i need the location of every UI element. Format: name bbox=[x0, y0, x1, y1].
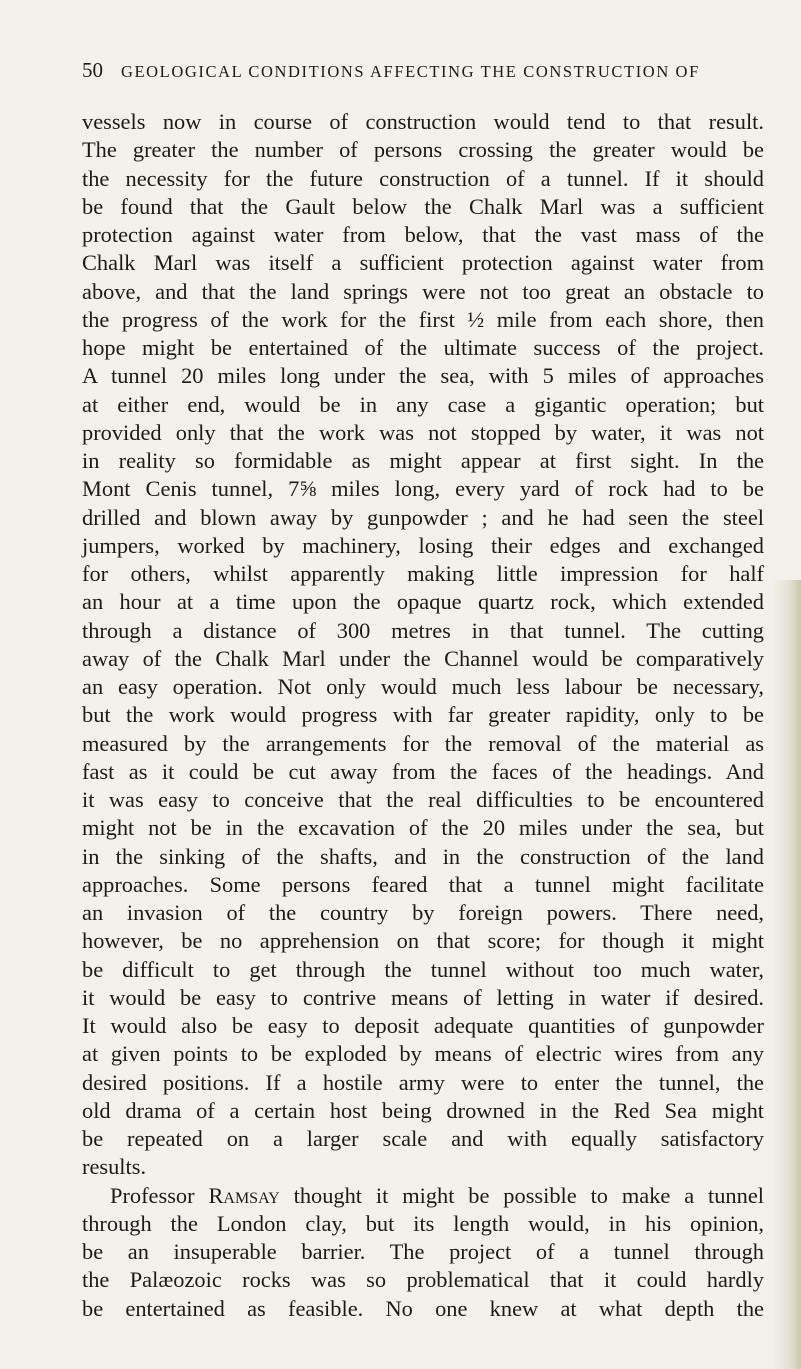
text-line: approaches. Some persons feared that a tunnel might facilitate bbox=[82, 871, 764, 897]
text-line: might not be in the excavation of the 20 miles under the sea, but bbox=[82, 815, 764, 841]
text-line: Mont Cenis tunnel, 7⅝ miles long, every yard of rock had to be bbox=[82, 476, 764, 502]
text-line bbox=[82, 1182, 764, 1210]
text-line: old drama of a certain host being drowned in the Red Sea might bbox=[82, 1097, 764, 1123]
text-line: it was easy to conceive that the real difficulties to be encountered bbox=[82, 787, 764, 812]
text-line: at either end, would be in any case a gigantic operation; but bbox=[82, 391, 764, 417]
text-line: desired positions. If a hostile army were to enter the tunnel, the bbox=[82, 1069, 764, 1095]
text-line: in reality so formidable as might appear at first sight. In the bbox=[82, 448, 764, 473]
text-line: The greater the number of persons crossing the greater would be bbox=[82, 137, 764, 163]
text-line: it would be easy to contrive means of letting in water if desired. bbox=[82, 984, 764, 1010]
text-line: an easy operation. Not only would much less labour be necessary, bbox=[82, 674, 764, 699]
text-line: the Palæozoic rocks was so problematical that it could hardly bbox=[82, 1267, 764, 1293]
text-line: but the work would progress with far greater rapidity, only to be bbox=[82, 702, 764, 728]
text-line: be found that the Gault below the Chalk Marl was a sufficient bbox=[82, 193, 764, 219]
text-line: measured by the arrangements for the removal of the material as bbox=[82, 730, 764, 756]
text-line: an invasion of the country by foreign powers. There need, bbox=[82, 900, 764, 925]
running-header bbox=[82, 58, 762, 86]
text-fragment: Professor bbox=[110, 1182, 195, 1208]
text-line: be difficult to get through the tunnel without too much water, bbox=[82, 956, 764, 982]
text-line: be an insuperable barrier. The project of a tunnel through bbox=[82, 1239, 764, 1264]
text-line: results. bbox=[82, 1154, 147, 1180]
text-line: hope might be entertained of the ultimate success of the project. bbox=[82, 335, 764, 360]
text-fragment: thought it might be possible to make a tunnel bbox=[293, 1182, 764, 1208]
text-line: for others, whilst apparently making little impression for half bbox=[82, 561, 764, 586]
text-line: at given points to be exploded by means of electric wires from any bbox=[82, 1041, 764, 1067]
text-line: protection against water from below, that the vast mass of the bbox=[82, 222, 764, 247]
paragraph-2 bbox=[82, 1182, 764, 1323]
text-line: the necessity for the future construction of a tunnel. If it should bbox=[82, 165, 764, 191]
running-title: GEOLOGICAL CONDITIONS AFFECTING THE CONSTRUCTION OF bbox=[120, 62, 700, 81]
text-line: the progress of the work for the first ½ mile from each shore, then bbox=[82, 306, 764, 332]
text-line: Chalk Marl was itself a sufficient protection against water from bbox=[82, 250, 764, 276]
text-line: fast as it could be cut away from the faces of the headings. And bbox=[82, 758, 764, 784]
text-line: vessels now in course of construction would tend to that result. bbox=[82, 109, 764, 134]
text-line: jumpers, worked by machinery, losing their edges and exchanged bbox=[82, 532, 764, 558]
text-line: be entertained as feasible. No one knew at what depth the bbox=[82, 1295, 764, 1321]
text-line: above, and that the land springs were not too great an obstacle to bbox=[82, 278, 764, 304]
body-text bbox=[82, 108, 764, 1323]
text-line: through the London clay, but its length would, in his opinion, bbox=[82, 1210, 764, 1236]
text-line: It would also be easy to deposit adequate quantities of gunpowder bbox=[82, 1013, 764, 1038]
text-line: be repeated on a larger scale and with equally satisfactory bbox=[82, 1126, 764, 1151]
text-line: provided only that the work was not stopped by water, it was not bbox=[82, 419, 764, 445]
text-line: however, be no apprehension on that score; for though it might bbox=[82, 928, 764, 954]
text-line: A tunnel 20 miles long under the sea, with 5 miles of approaches bbox=[82, 363, 764, 389]
text-line: in the sinking of the shafts, and in the construction of the land bbox=[82, 843, 764, 869]
speaker-name: Ramsay bbox=[208, 1182, 280, 1208]
paragraph-1 bbox=[82, 108, 764, 1182]
text-line: an hour at a time upon the opaque quartz rock, which extended bbox=[82, 589, 764, 615]
text-line: drilled and blown away by gunpowder ; and he had seen the steel bbox=[82, 504, 764, 530]
page-number: 50 bbox=[82, 58, 103, 82]
text-line: through a distance of 300 metres in that tunnel. The cutting bbox=[82, 617, 764, 643]
page-edge-shading bbox=[771, 580, 801, 1369]
text-line: away of the Chalk Marl under the Channel would be comparatively bbox=[82, 645, 764, 671]
